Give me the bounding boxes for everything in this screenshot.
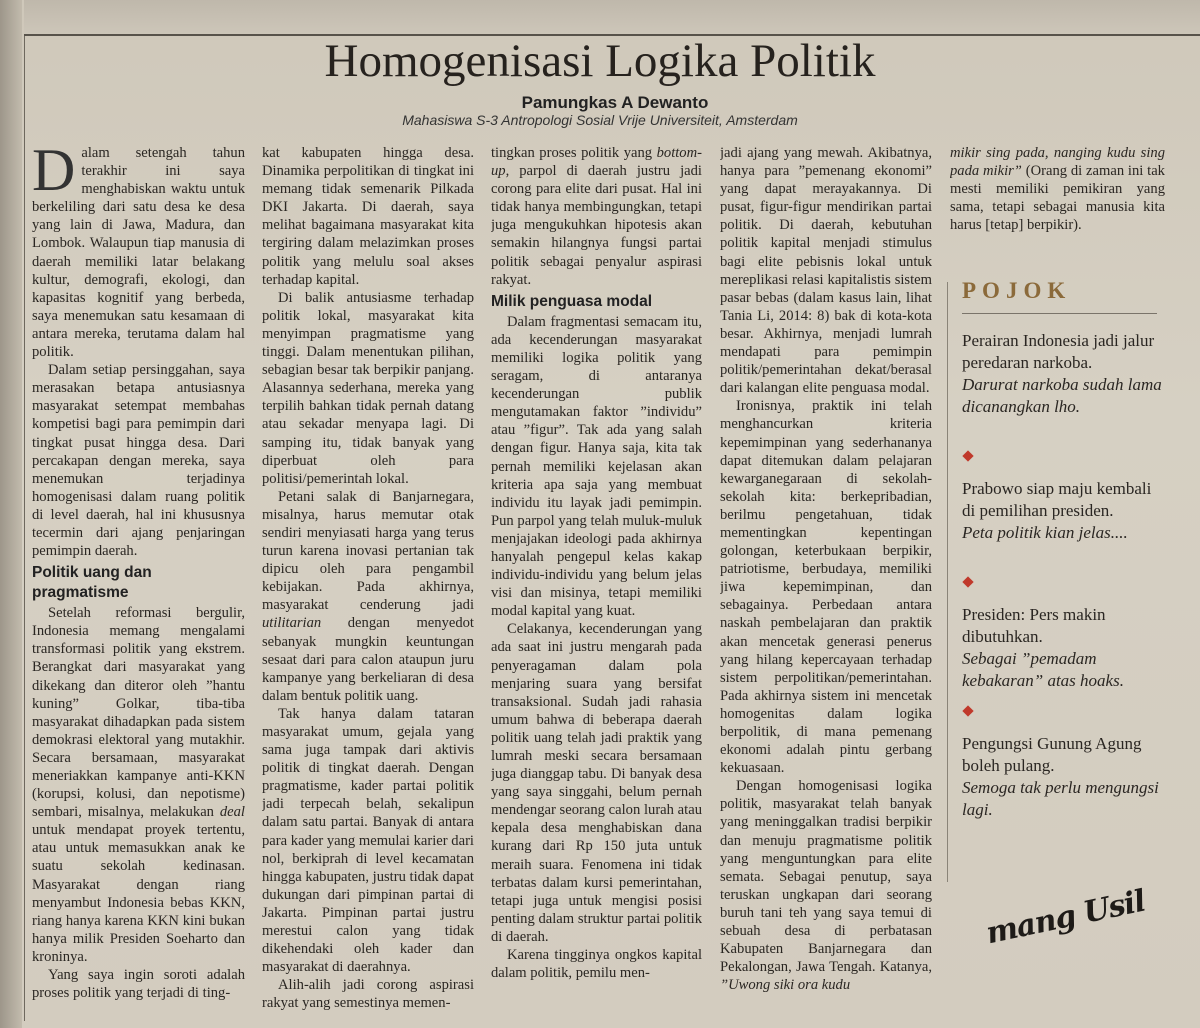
article-column-5	[950, 144, 1165, 264]
paragraph-text: Dengan homogenisasi logika politik, masyarakat telah banyak yang meninggalkan tradisi berpikir dan menuju pragmatisme politik yang menguntungkan para elite semata. Sebagai penutup, saya teruskan ungkapan dari seorang buruh tani teh yang saya temui di sebuah desa di perbatasan Kabupaten Banjarnegara dan Pekalongan, Jawa Tengah. Katanya,	[720, 778, 932, 976]
byline: Pamungkas A Dewanto	[521, 93, 709, 112]
paragraph	[950, 144, 1165, 234]
pojok-item	[962, 478, 1167, 544]
paragraph: Di balik antusiasme terhadap politik lokal, masyarakat kita menyimpan pragmatisme yang tinggi. Dalam menentukan pilihan, sebagian besar tak berpikir panjang. Alasannya sederhana, mereka yang terpilih bahkan tidak pernah datang atau sekadar menyapa lagi. Di samping itu, tidak banyak yang diperbuat oleh para politisi/pemerintah lokal.	[262, 289, 474, 487]
diamond-icon	[962, 576, 973, 587]
emphasis: mikir sing pada, nanging kudu sing pada mikir”	[950, 145, 1165, 180]
article-column-2	[262, 144, 474, 1024]
subheading: Politik uang dan pragmatisme	[32, 564, 152, 602]
pojok-quote: Perairan Indonesia jadi jalur peredaran narkoba.	[962, 331, 1155, 372]
paragraph: Celakanya, kecenderungan yang ada saat ini justru mengarah pada penyeragaman dalam pola menjaring suara yang bersifat transaksional. Sudah jadi rahasia umum bahwa di beberapa daerah politik uang telah jadi praktik yang lumrah meski secara bersamaan juga dianggap tabu. Di banyak desa yang saya singgahi, belum pernah mendengar seorang calon lurah atau kepala desa menghabiskan dana kurang dari Rp 150 juta untuk meraih suara. Fenomena ini tidak terbatas dalam kursi pemerintahan, tetapi juga untuk mengisi posisi penting dalam struktur partai politik di daerah.	[491, 621, 702, 945]
paragraph: Alih-alih jadi corong aspirasi rakyat yang semestinya memen-	[262, 977, 474, 1012]
diamond-icon	[962, 450, 973, 461]
paragraph: Karena tingginya ongkos kapital dalam politik, pemilu men-	[491, 947, 702, 982]
drop-cap: D	[32, 144, 76, 203]
author-affiliation: Mahasiswa S-3 Antropologi Sosial Vrije Universiteit, Amsterdam	[402, 112, 798, 128]
paragraph	[32, 604, 245, 966]
paragraph-text: (Orang di zaman ini tak mesti memiliki pemikiran yang sama, tetapi sebagai manusia kita harus [tetap] berpikir).	[950, 163, 1165, 234]
pojok-quote: Pengungsi Gunung Agung boleh pulang.	[962, 734, 1142, 775]
paragraph: Dalam setiap persinggahan, saya merasakan betapa antusiasnya masyarakat setempat membahas kompetisi bagi para pemimpin dari tingkat pusat hingga desa. Dari percakapan dengan mereka, saya menemukan terjadinya homogenisasi dalam ruang politik di level daerah, hal ini khususnya tecermin dari ajang penjaringan pemimpin daerah.	[32, 362, 245, 560]
pojok-reply: Semoga tak perlu mengungsi lagi.	[962, 778, 1159, 819]
paragraph: Tak hanya dalam tataran masyarakat umum, gejala yang sama juga tampak dari aktivis politik di tingkat daerah. Dengan pragmatisme, kader partai politik jadi terpecah belah, sekalipun dalam satu partai. Banyak di antara para kader yang memulai karier dari nol, berkiprah di level kecamatan hingga kabupaten, justru tidak dapat dukungan dari pimpinan partai di Jakarta. Pimpinan partai justru merestui calon yang tidak dikehendaki oleh kader dan masyarakat di daerahnya.	[262, 705, 474, 976]
article-column-3	[491, 144, 702, 1024]
pojok-item	[962, 733, 1167, 821]
paragraph-text: Setelah reformasi bergulir, Indonesia memang mengalami transformasi politik yang ekstrem. Berangkat dari masyarakat yang dikekang dan diteror oleh ”hantu kuning” Golkar, tiba-tiba masyarakat dihadapkan pada sistem demokrasi elektoral yang mutakhir. Secara bersamaan, masyarakat meneriakkan kampanye anti-KKN (korupsi, kolusi, dan nepotisme) sembari, misalnya, melakukan	[32, 605, 245, 821]
article-column-4	[720, 144, 932, 1024]
paragraph-text: alam setengah tahun terakhir ini saya menghabiskan waktu untuk berkeliling dari satu desa ke desa yang lain di Jawa, Madura, dan Lombok. Walaupun tiap manusia di daerah memiliki latar belakang kultur, demografi, ekologi, dan kapasitas kognitif yang berbeda, saya menemukan satu kesamaan di antara mereka, terutama dalam hal politik.	[32, 145, 245, 361]
emphasis: deal	[219, 804, 245, 821]
pojok-item	[962, 604, 1167, 692]
paragraph: Yang saya ingin soroti adalah proses politik yang terjadi di ting-	[32, 967, 245, 1002]
top-strip	[24, 0, 1200, 36]
article-column-1	[32, 144, 245, 1024]
paragraph	[720, 777, 932, 994]
emphasis: utilitarian	[262, 615, 322, 632]
divider	[962, 313, 1157, 314]
pojok-reply: Peta politik kian jelas....	[962, 523, 1128, 542]
emphasis: ”Uwong siki ora kudu	[720, 977, 851, 994]
pojok-border	[947, 282, 948, 882]
emphasis: bottom-up	[491, 145, 702, 180]
paragraph	[491, 144, 702, 289]
pojok-reply: Sebagai ”pemadam kebakaran” atas hoaks.	[962, 649, 1124, 690]
diamond-icon	[962, 705, 973, 716]
paragraph-text: , parpol di daerah justru jadi corong para elite dari pusat. Hal ini tidak hanya membingungkan, tetapi juga mengukuhkan hipotesis akan semakin hilangnya fungsi partai politik sebagai penyalur aspirasi rakyat.	[491, 163, 702, 288]
paragraph: kat kabupaten hingga desa. Dinamika perpolitikan di tingkat ini memang tidak semenarik Pilkada DKI Jakarta. Di daerah, saya melihat bagaimana masyarakat kita tergiring dalam melazimkan proses politik yang melulu soal akses terhadap kapital.	[262, 145, 474, 288]
paragraph: Ironisnya, praktik ini telah menghancurkan kriteria kepemimpinan yang sederhananya dapat ditemukan dalam pelajaran kewarganegaraan di sekolah-sekolah kita: berkepribadian, berilmu pengetahuan, tidak mementingkan kepentingan golongan, keterbukaan berpikir, patriotisme, berbudaya, memiliki jiwa kepemimpinan, dan sebagainya. Perbedaan antara naskah pembelajaran dan praktik akan mencetak generasi penerus yang hilang kepercayaan terhadap sistem perpolitikan/pemerintahan. Pada akhirnya sistem ini mencetak homogenitas dalam logika berpolitik, di mana pemenang ekonomi adalah pintu gerbang kekuasaan.	[720, 398, 932, 777]
signature: mang Usil	[983, 883, 1149, 952]
paragraph	[262, 488, 474, 705]
paragraph-text: tingkan proses politik yang	[491, 145, 657, 161]
subheading: Milik penguasa modal	[491, 292, 653, 310]
column-rule	[24, 36, 25, 1021]
paragraph: jadi ajang yang mewah. Akibatnya, hanya para ”pemenang ekonomi” yang dapat merayakannya. Di pusat, figur-figur mendirikan partai politik. Di daerah, kebutuhan politik kapital menjadi stimulus bagi elite pebisnis lokal untuk mereplikasi relasi kapitalistis sistem pasar bebas (dalam kasus lain, lihat Tania Li, 2014: 8) bak di kota-kota besar. Akhirnya, menjadi lumrah mendapati para pemimpin politik/pemerintahan dekat/berasal dari kalangan elite penguasa modal.	[720, 145, 932, 397]
pojok-quote: Presiden: Pers makin dibutuhkan.	[962, 605, 1106, 646]
pojok-reply: Darurat narkoba sudah lama dicanangkan lho.	[962, 375, 1162, 416]
pojok-quote: Prabowo siap maju kembali di pemilihan presiden.	[962, 479, 1152, 520]
paragraph-text: dengan menyedot sebanyak mungkin keuntungan sesaat dari para calon ataupun juru kampanye yang berkeliaran di desa dalam bentuk politik uang.	[262, 615, 474, 704]
page-fold-shadow	[0, 0, 22, 1028]
pojok-title: POJOK	[962, 278, 1072, 303]
paragraph-text: untuk mendapat proyek tertentu, atau untuk memasukkan anak ke suatu sekolah kedinasan. Masyarakat dengan riang menyambut Indonesia bebas KKN, riang hanya karena KKN kini bukan hanya milik Presiden Soeharto dan kroninya.	[32, 822, 245, 965]
headline: Homogenisasi Logika Politik	[324, 35, 876, 87]
paragraph	[32, 144, 245, 361]
pojok-item	[962, 330, 1167, 418]
paragraph-text: Petani salak di Banjarnegara, misalnya, harus memutar otak sendiri menyiasati harga yang terus turun karena inovasi pertanian tak dipicu oleh para pengambil kebijakan. Pada akhirnya, masyarakat cenderung jadi	[262, 488, 474, 614]
paragraph: Dalam fragmentasi semacam itu, ada kecenderungan masyarakat memiliki logika politik yang seragam, di antaranya kecenderungan publik mengutamakan faktor ”individu” atau ”figur”. Tak ada yang salah dengan figur. Hanya saja, kita tak pernah memiliki kejelasan akan kriteria apa saja yang membuat individu itu layak jadi pemimpin. Pun parpol yang telah muluk-muluk menjajakan ideologi pada akhirnya hanyalah pengepul kelas kakap individu-individu yang belum jelas visi dan misinya, tetapi memiliki modal kapital yang kuat.	[491, 313, 702, 620]
